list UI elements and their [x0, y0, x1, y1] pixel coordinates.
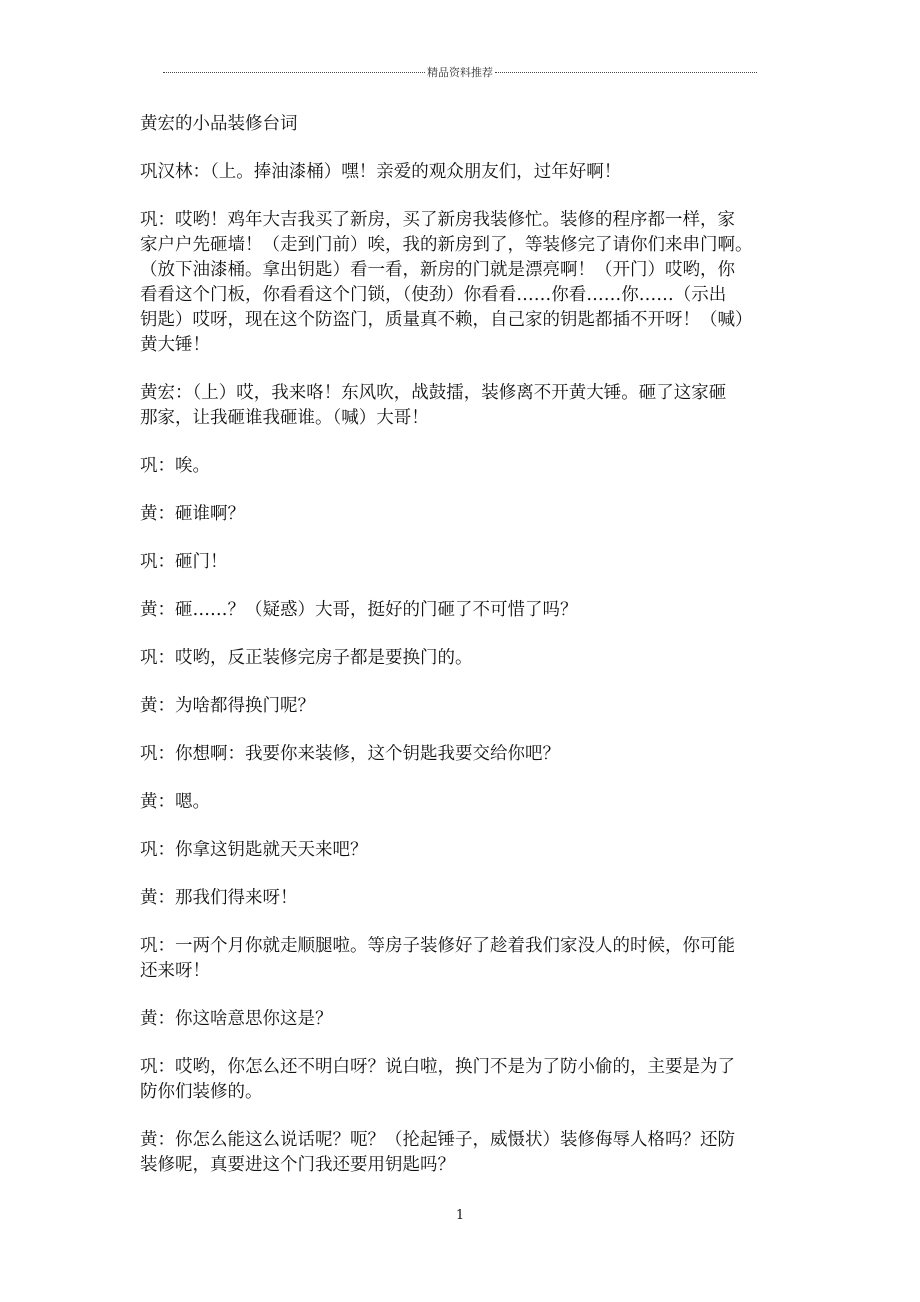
dialogue-paragraph — [140, 381, 800, 431]
dialogue-paragraph — [140, 454, 800, 479]
dialogue-paragraph — [140, 1007, 800, 1032]
dialogue-line: 巩：哎哟，反正装修完房子都是要换门的。 — [140, 648, 473, 668]
dialogue-line: 巩：你想啊：我要你来装修，这个钥匙我要交给你吧？ — [140, 744, 560, 764]
dialogue-line: 看看这个门板，你看看这个门锁，（使劲）你看看……你看……你……（示出 — [140, 285, 727, 305]
dialogue-line: 家户户先砸墙！（走到门前）唉，我的新房到了，等装修完了请你们来串门啊。 — [140, 235, 753, 255]
dialogue-line: 巩汉林：（上。捧油漆桶）嘿！亲爱的观众朋友们，过年好啊！ — [140, 162, 622, 182]
page-number: 1 — [455, 1208, 465, 1223]
dialogue-line: 黄宏：（上）哎，我来咯！东风吹，战鼓擂，装修离不开黄大锤。砸了这家砸 — [140, 383, 727, 403]
dialogue-paragraph — [140, 598, 800, 623]
dialogue-paragraph — [140, 886, 800, 911]
title-text: 黄宏的小品装修台词 — [140, 114, 298, 134]
dialogue-line: 黄大锤！ — [140, 335, 210, 355]
dialogue-line: 黄：你这啥意思你这是？ — [140, 1009, 333, 1029]
header-label: 精品资料推荐 — [427, 66, 493, 79]
dialogue-line: 黄：砸谁啊？ — [140, 504, 245, 524]
dialogue-line: 防你们装修的。 — [140, 1082, 263, 1102]
dialogue-paragraph — [140, 838, 800, 863]
dialogue-line: 巩：哎哟！鸡年大吉我买了新房，买了新房我装修忙。装修的程序都一样，家 — [140, 210, 735, 230]
dialogue-line: （放下油漆桶。拿出钥匙）看一看，新房的门就是漂亮啊！（开门）哎哟，你 — [140, 260, 735, 280]
dialogue-line: 巩：哎哟，你怎么还不明白呀？说白啦，换门不是为了防小偷的，主要是为了 — [140, 1057, 735, 1077]
document-body — [140, 112, 800, 1201]
dialogue-line: 黄：砸……？（疑惑）大哥，挺好的门砸了不可惜了吗？ — [140, 600, 578, 620]
dialogue-paragraph — [140, 790, 800, 815]
dialogue-paragraph — [140, 208, 800, 358]
dialogue-paragraph — [140, 1055, 800, 1105]
dialogue-line: 装修呢，真要进这个门我还要用钥匙吗？ — [140, 1155, 455, 1175]
dialogue-paragraph — [140, 646, 800, 671]
dialogue-paragraph — [140, 694, 800, 719]
dialogue-line: 巩：唉。 — [140, 456, 210, 476]
dialogue-paragraph — [140, 742, 800, 767]
dialogue-line: 黄：为啥都得换门呢？ — [140, 696, 315, 716]
dialogue-line: 那家，让我砸谁我砸谁。（喊）大哥！ — [140, 408, 429, 428]
dialogue-line: 黄：你怎么能这么说话呢？呃？（抡起锤子，威慑状）装修侮辱人格吗？还防 — [140, 1130, 735, 1150]
dialogue-line: 黄：嗯。 — [140, 792, 210, 812]
header-dotted-rule-right — [495, 72, 757, 73]
dialogue-paragraph — [140, 934, 800, 984]
dialogue-paragraph — [140, 1128, 800, 1178]
dialogue-line: 巩：你拿这钥匙就天天来吧？ — [140, 840, 368, 860]
header-dotted-rule-left — [163, 72, 425, 73]
document-title — [140, 112, 800, 137]
dialogue-line: 巩：砸门！ — [140, 552, 228, 572]
dialogue-line: 黄：那我们得来呀！ — [140, 888, 298, 908]
dialogue-line: 巩：一两个月你就走顺腿啦。等房子装修好了趁着我们家没人的时候，你可能 — [140, 936, 735, 956]
dialogue-line: 还来呀！ — [140, 961, 210, 981]
dialogue-paragraph — [140, 550, 800, 575]
dialogue-paragraph — [140, 160, 800, 185]
dialogue-paragraph — [140, 502, 800, 527]
dialogue-line: 钥匙）哎呀，现在这个防盗门，质量真不赖，自己家的钥匙都插不开呀！（喊） — [140, 310, 753, 330]
page-header — [163, 64, 757, 80]
